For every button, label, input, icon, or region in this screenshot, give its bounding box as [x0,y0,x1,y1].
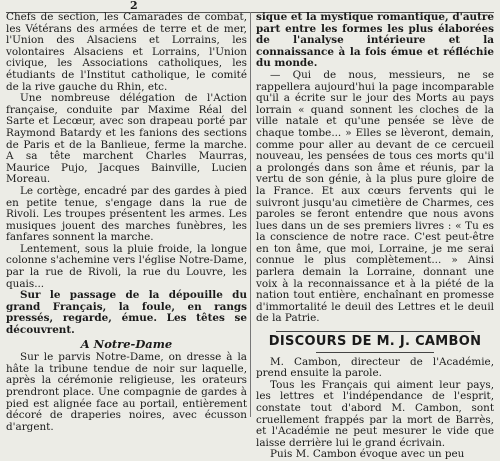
column-divider [250,12,251,417]
paragraph: Le cortège, encadré par des gardes à pied en petite tenue, s'engage dans la rue de Rivoli. Les troupes présentent les armes. Les musiques jouent des marches funèbres, les fanfares sonnent la marche. [6,184,247,244]
paragraph: Lentement, sous la pluie froide, la longue colonne s'achemine vers l'église Notre-Dame, par la rue de Rivoli, la rue du Louvre, les quais... [6,242,247,290]
paragraph: Tous les Français qui aiment leur pays, les lettres et l'indépendance de l'esprit, constate tout d'abord M. Cambon, sont cruellement frappés par la mort de Barrès, et l'Académie ne peut mesurer le vide que laisse derrière lui le grand écrivain. [256,378,494,449]
separator-rule [276,331,474,332]
paragraph: Une nombreuse délégation de l'Action française, conduite par Maxime Réal del Sarte et Lecœur, avec son drapeau porté par Raymond Batardy et les fanions des sections de Paris et de la Banlieue, ferme la marche. A sa tête marchent Charles Maurras, Maurice Pujo, Jacques Bainville, Lucien Moreau. [6,92,247,186]
left-column [6,12,247,433]
right-column [256,12,494,461]
paragraph: — Qui de nous, messieurs, ne se rappellera aujourd'hui la page incomparable qu'il a écrite sur le jour des Morts au pays lorrain « quand sonnent les cloches de la ville natale et qu'une pensée se lève de chaque tombe... » Elles se lèveront, demain, comme pour aller au devant de ce cercueil nouveau, les pensées de tous ces morts qu'il a prolongés dans son âme et réunis, par la vertu de son génie, à la plus pure gloire de la France. Et aux cœurs fervents qui le suivront jusqu'au cimetière de Charmes, ces paroles se feront entendre que nous avons lues dans un de ses premiers livres : « Tu es la conscience de notre race. C'est peut-être en ton âme, que moi, Lorraine, je me serai connue le plus complètement... » Ainsi parlera demain la Lorraine, donnant une voix à la reconnaissance et à la piété de la nation tout entière, enchaînant en promesse d'immortalité le deuil des Lettres et le deuil de la Patrie. [256,68,494,325]
paragraph: sique et la mystique romantique, d'autre part entre les formes les plus élaborées de l'analyse intérieure et la connaissance à la fois émue et réfléchie du monde. [256,11,494,70]
paragraph: Puis M. Cambon évoque avec un peu [270,448,465,461]
page-number: 2 [130,0,138,12]
paragraph: M. Cambon, directeur de l'Académie, prend ensuite la parole. [256,355,494,380]
paragraph: Sur le passage de la dépouille du grand Français, la foule, en rangs pressés, regarde, émue. Les têtes se découvrent. [6,289,247,337]
section-subhead: A Notre-Dame [80,336,173,351]
separator-rule [316,352,434,353]
paragraph: Sur le parvis Notre-Dame, on dresse à la hâte la tribune tendue de noir sur laquelle, après la cérémonie religieuse, les orateurs prendront place. Une compagnie de gardes à pied est alignée face au portail, entièrement décoré de draperies noires, avec écusson d'argent. [6,351,247,433]
paragraph: Chefs de section, les Camarades de combat, les Vétérans des armées de terre et de mer, l'Union des Alsaciens et Lorrains, les volontaires Alsaciens et Lorrains, l'Union civique, les Associations catholiques, les étudiants de l'Institut catholique, le comité de la rive gauche du Rhin, etc. [6,11,247,93]
article-headline: DISCOURS DE M. J. CAMBON [268,334,482,350]
